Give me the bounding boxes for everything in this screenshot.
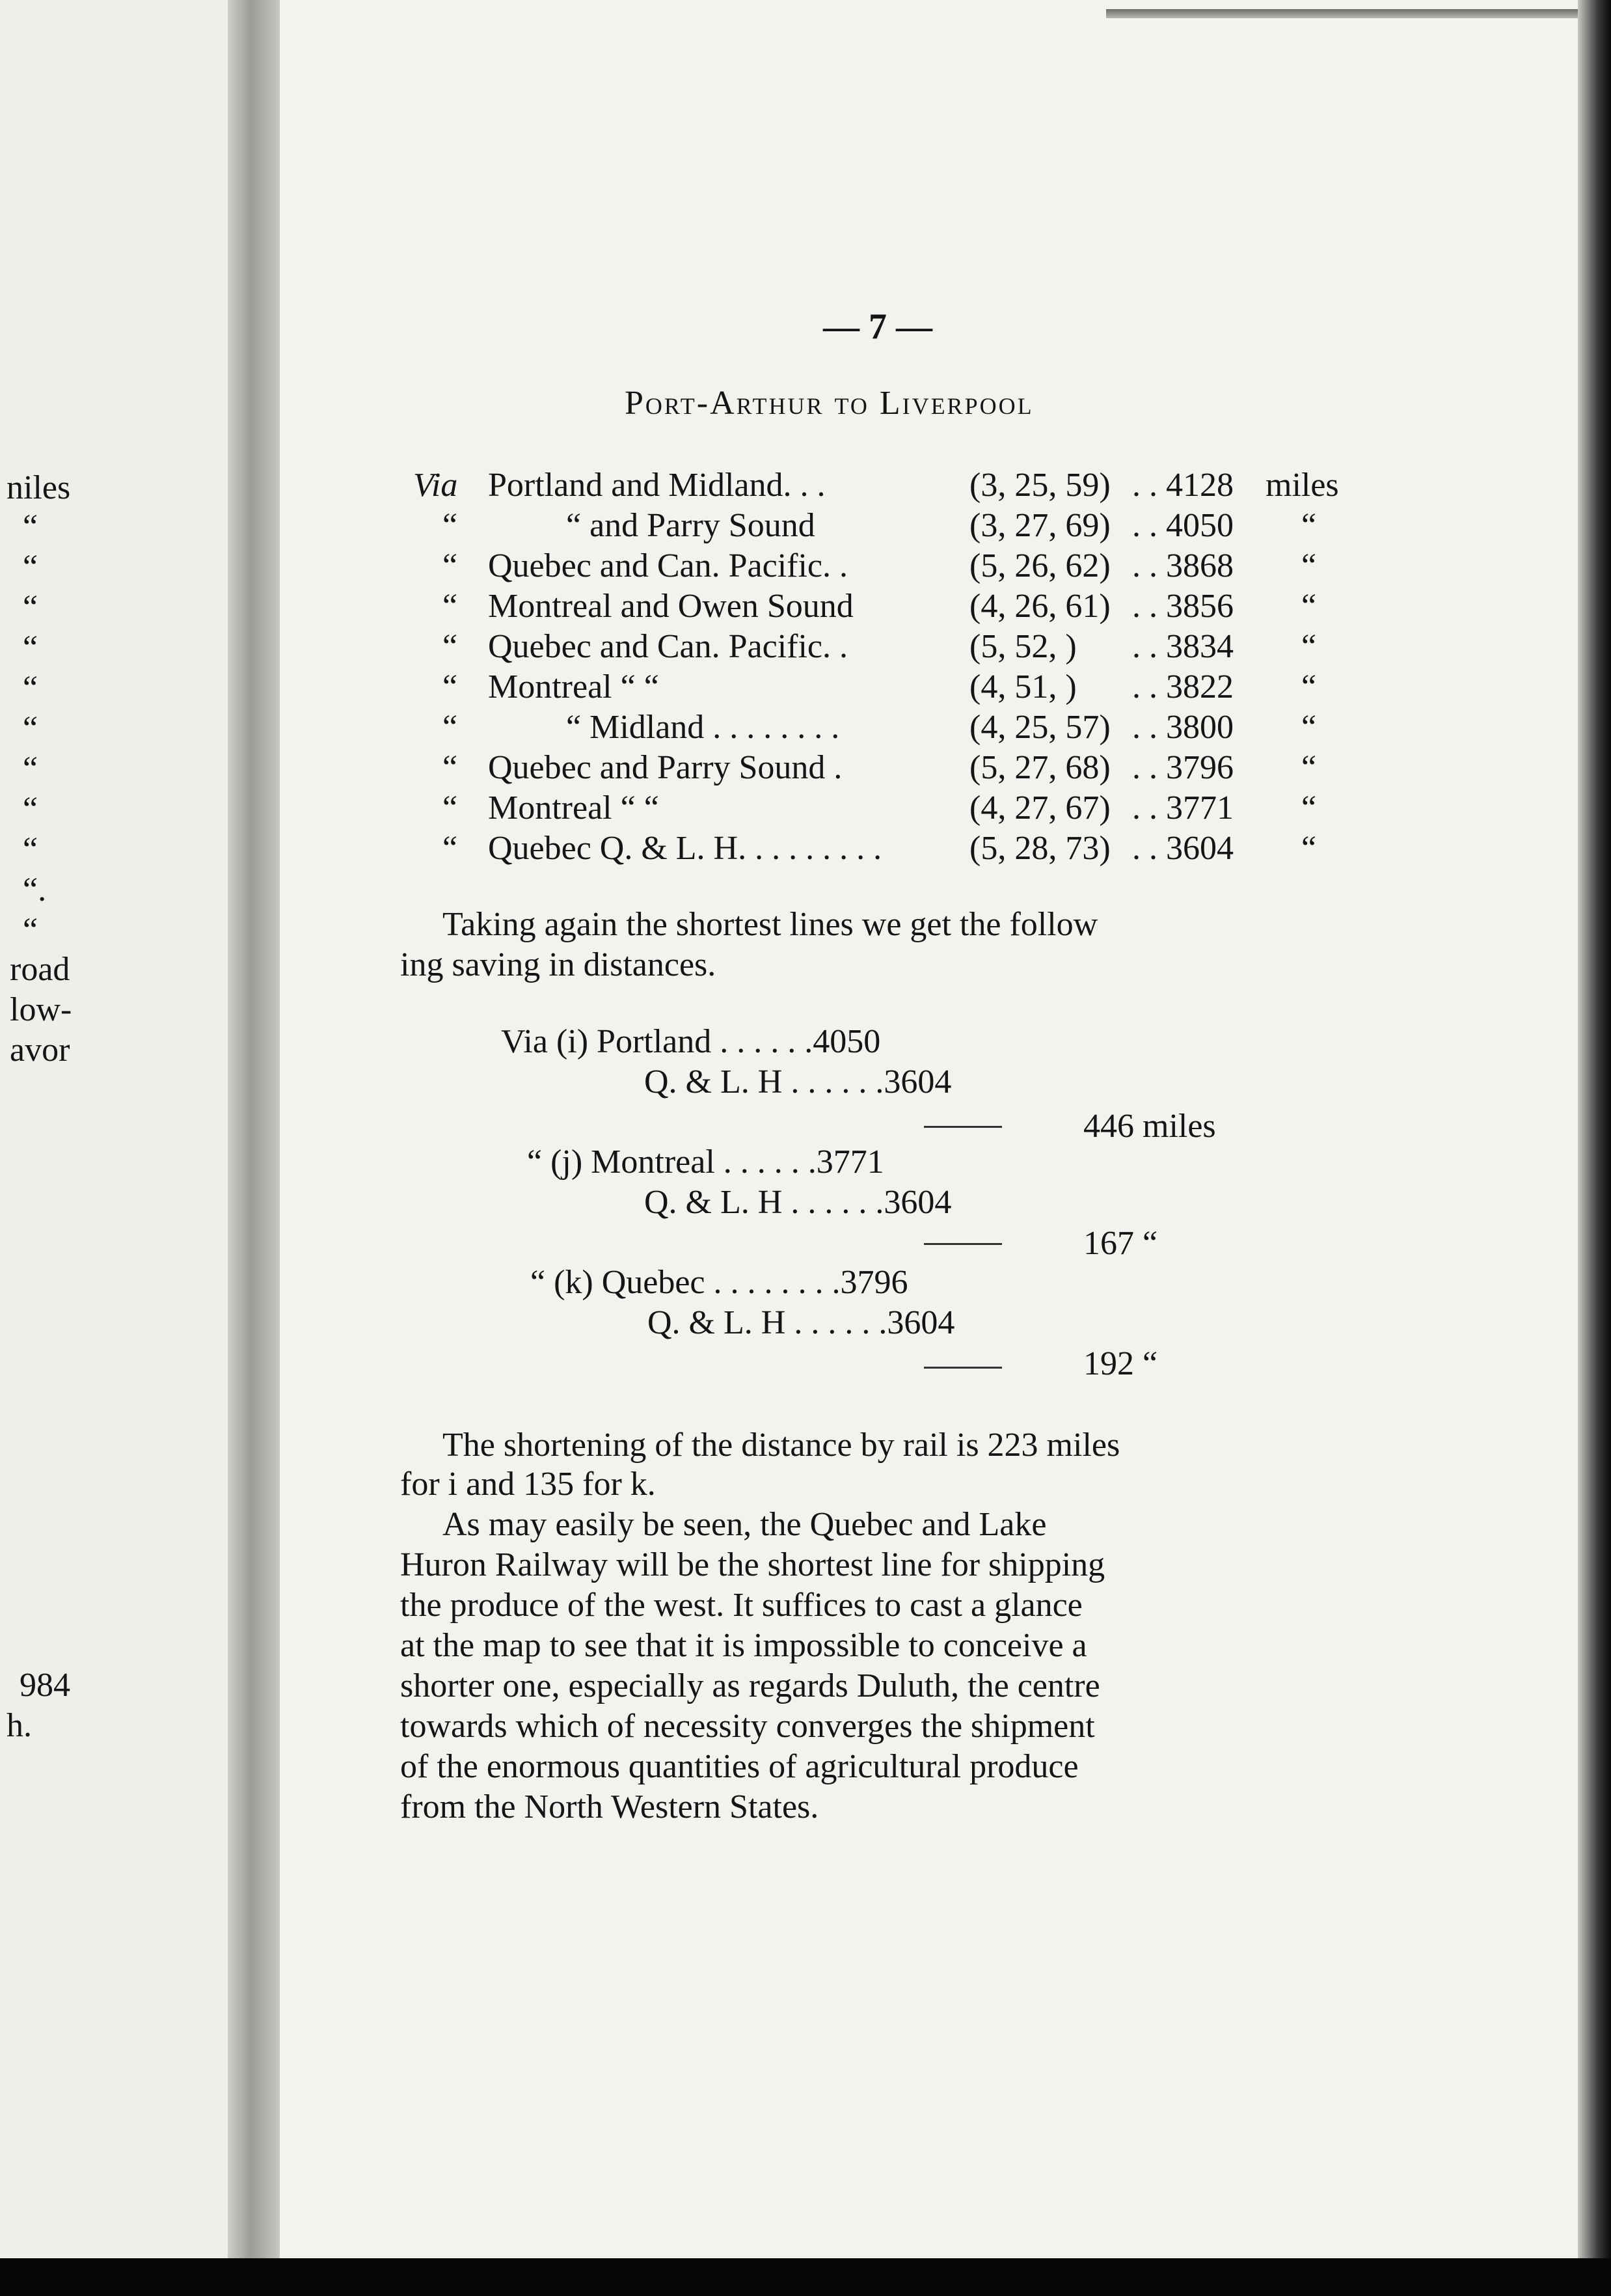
route-name: Quebec and Parry Sound . <box>488 749 843 786</box>
route-unit: “ <box>1301 830 1317 867</box>
route-via: “ <box>442 709 458 746</box>
route-name: Quebec and Can. Pacific. . <box>488 628 848 665</box>
paragraph-line: Taking again the shortest lines we get the follow <box>442 906 1098 943</box>
route-miles: . . 3771 <box>1132 789 1234 827</box>
sum-rule <box>924 1367 1002 1369</box>
paragraph-line: the produce of the west. It suffices to cast a glance <box>400 1587 1083 1624</box>
route-codes: (3, 25, 59) <box>969 467 1111 504</box>
paragraph-line: towards which of necessity converges the shipment <box>400 1708 1095 1745</box>
left-page <box>0 0 228 2258</box>
paragraph-line: of the enormous quantities of agricultural produce <box>400 1748 1079 1785</box>
route-miles: . . 4050 <box>1132 507 1234 544</box>
book-gutter <box>228 0 280 2258</box>
route-via: “ <box>442 507 458 544</box>
fragment: “ <box>23 670 38 707</box>
route-unit: “ <box>1301 547 1317 584</box>
sum-rule <box>924 1126 1002 1128</box>
route-unit: “ <box>1301 628 1317 665</box>
paragraph-line: ing saving in distances. <box>400 946 716 983</box>
fragment: “ <box>23 710 38 747</box>
saving-result: 446 miles <box>1083 1108 1216 1145</box>
page-title: Port-Arthur to Liverpool <box>625 385 1034 422</box>
route-via: Via <box>413 467 458 504</box>
route-unit: “ <box>1301 588 1317 625</box>
top-edge-rule <box>1106 9 1578 18</box>
route-miles: . . 3868 <box>1132 547 1234 584</box>
saving-result: 167 “ <box>1083 1225 1158 1262</box>
route-miles: . . 3856 <box>1132 588 1234 625</box>
route-name: Portland and Midland. . . <box>488 467 826 504</box>
page-number: — 7 — <box>823 307 932 347</box>
paragraph-line: for i and 135 for k. <box>400 1466 656 1503</box>
fragment: low- <box>10 991 72 1028</box>
page-edge <box>1578 0 1611 2258</box>
saving-line: “ (k) Quebec . . . . . . . .3796 <box>530 1264 908 1301</box>
route-codes: (4, 27, 67) <box>969 789 1111 827</box>
route-via: “ <box>442 628 458 665</box>
route-name: Quebec Q. & L. H. . . . . . . . . <box>488 830 882 867</box>
route-via: “ <box>442 830 458 867</box>
route-codes: (5, 52, ) <box>969 628 1077 665</box>
fragment: “ <box>23 912 38 949</box>
fragment: avor <box>10 1032 70 1069</box>
route-via: “ <box>442 749 458 786</box>
saving-line: Via (i) Portland . . . . . .4050 <box>501 1023 881 1060</box>
route-unit: miles <box>1266 467 1339 504</box>
route-unit: “ <box>1301 709 1317 746</box>
paragraph-line: shorter one, especially as regards Duluth, the centre <box>400 1667 1100 1704</box>
route-miles: . . 3800 <box>1132 709 1234 746</box>
paragraph-line: from the North Western States. <box>400 1788 819 1825</box>
route-via: “ <box>442 668 458 705</box>
sum-rule <box>924 1243 1002 1245</box>
fragment: “ <box>23 549 38 586</box>
route-unit: “ <box>1301 789 1317 827</box>
fragment: “. <box>23 871 47 909</box>
route-miles: . . 3834 <box>1132 628 1234 665</box>
route-name: Quebec and Can. Pacific. . <box>488 547 848 584</box>
route-miles: . . 3796 <box>1132 749 1234 786</box>
paragraph-line: at the map to see that it is impossible to conceive a <box>400 1627 1087 1664</box>
route-unit: “ <box>1301 668 1317 705</box>
paragraph-line: Huron Railway will be the shortest line for shipping <box>400 1546 1105 1583</box>
route-miles: . . 3604 <box>1132 830 1234 867</box>
fragment: road <box>10 951 70 988</box>
saving-line: Q. & L. H . . . . . .3604 <box>647 1304 955 1341</box>
route-name: “ Midland . . . . . . . . <box>566 709 840 746</box>
route-codes: (3, 27, 69) <box>969 507 1111 544</box>
route-via: “ <box>442 588 458 625</box>
fragment: “ <box>23 791 38 828</box>
route-miles: . . 3822 <box>1132 668 1234 705</box>
route-codes: (4, 26, 61) <box>969 588 1111 625</box>
route-via: “ <box>442 789 458 827</box>
route-name: Montreal “ “ <box>488 789 659 827</box>
fragment: niles <box>7 469 71 506</box>
paragraph-line: As may easily be seen, the Quebec and Lake <box>442 1506 1047 1543</box>
route-name: Montreal and Owen Sound <box>488 588 854 625</box>
paragraph-line: The shortening of the distance by rail is 223 miles <box>442 1427 1120 1464</box>
fragment: “ <box>23 629 38 666</box>
saving-line: Q. & L. H . . . . . .3604 <box>644 1063 952 1100</box>
route-codes: (4, 51, ) <box>969 668 1077 705</box>
saving-line: Q. & L. H . . . . . .3604 <box>644 1184 952 1221</box>
route-name: “ and Parry Sound <box>566 507 815 544</box>
fragment: “ <box>23 750 38 787</box>
saving-result: 192 “ <box>1083 1345 1158 1382</box>
route-unit: “ <box>1301 507 1317 544</box>
saving-line: “ (j) Montreal . . . . . .3771 <box>527 1143 884 1181</box>
route-unit: “ <box>1301 749 1317 786</box>
fragment: “ <box>23 589 38 626</box>
route-codes: (4, 25, 57) <box>969 709 1111 746</box>
route-via: “ <box>442 547 458 584</box>
route-miles: . . 4128 <box>1132 467 1234 504</box>
fragment: h. <box>7 1707 32 1744</box>
route-codes: (5, 28, 73) <box>969 830 1111 867</box>
fragment: “ <box>23 831 38 868</box>
route-codes: (5, 27, 68) <box>969 749 1111 786</box>
fragment: 984 <box>20 1667 70 1704</box>
fragment: “ <box>23 508 38 545</box>
route-name: Montreal “ “ <box>488 668 659 705</box>
route-codes: (5, 26, 62) <box>969 547 1111 584</box>
